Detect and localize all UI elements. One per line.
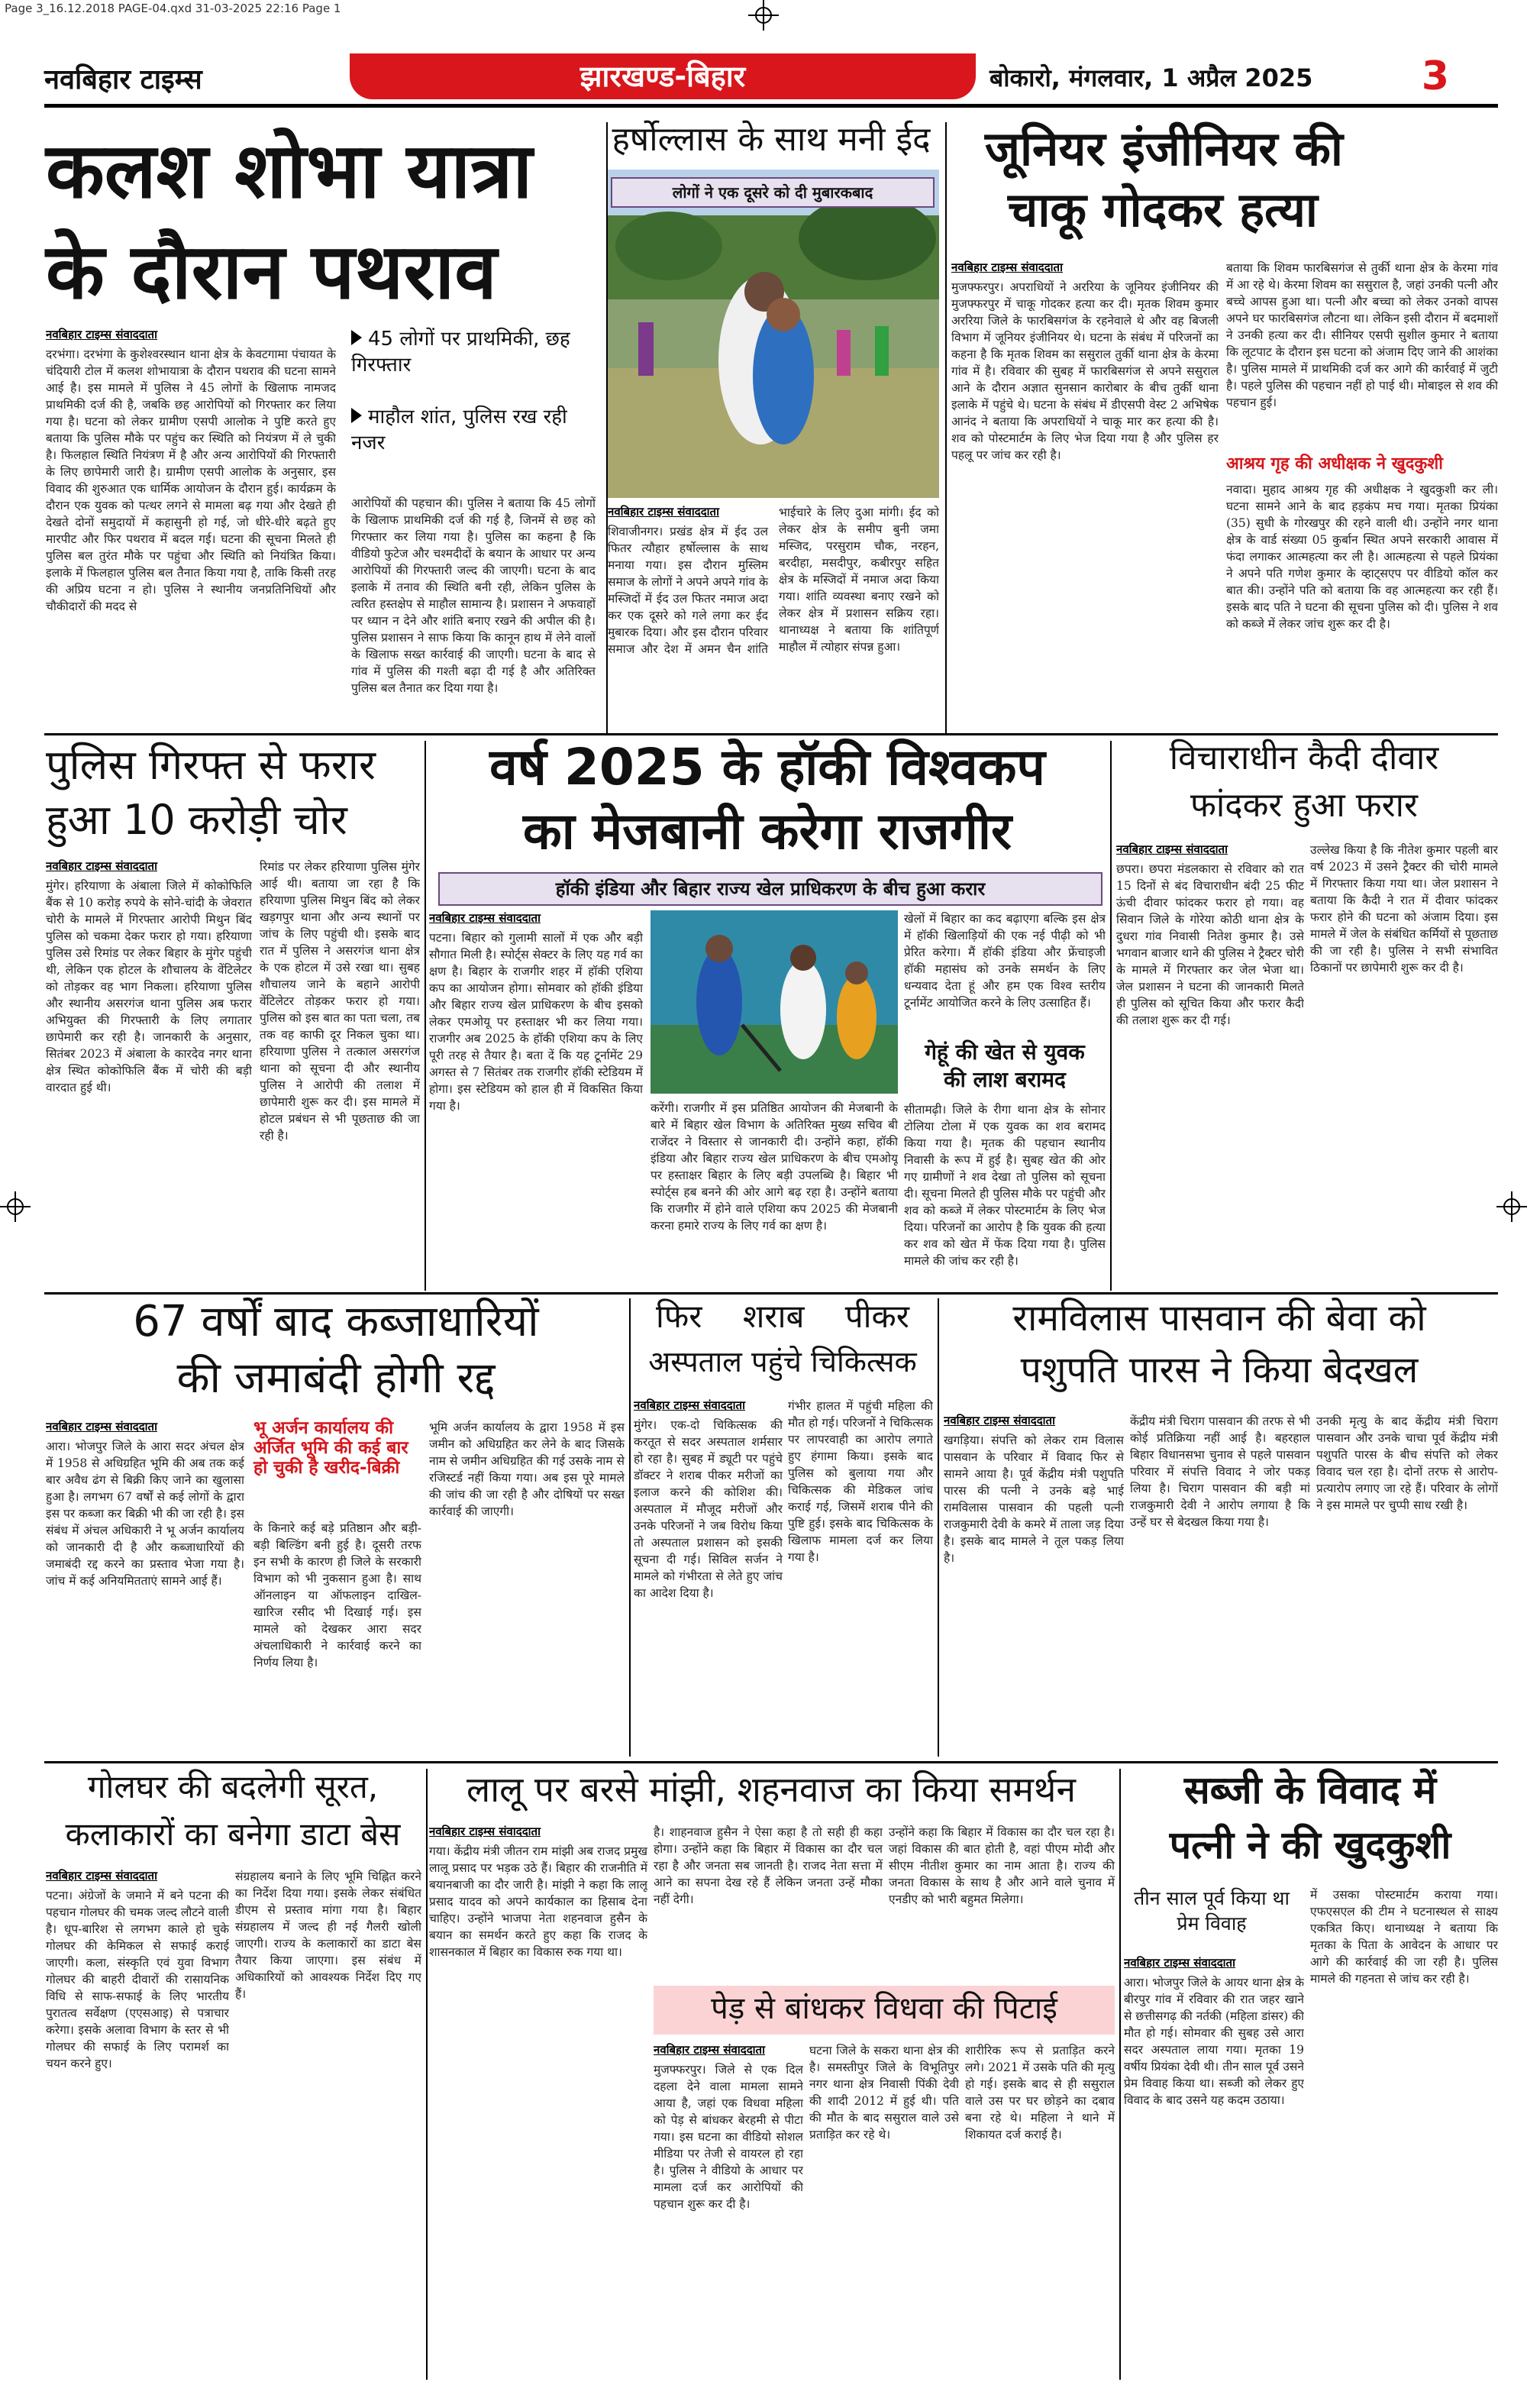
jamabandi-red-heading: भू अर्जन कार्यालय की अर्जित भूमि की कई बार हो चुकी है खरीद-बिक्री — [253, 1418, 408, 1478]
column-rule — [426, 1769, 428, 2380]
registration-mark-icon — [748, 0, 779, 31]
golghar-headline-1: गोलघर की बदलेगी सूरत, — [87, 1768, 379, 1805]
hockey-body-1 — [429, 910, 643, 1286]
widow-headline: पेड़ से बांधकर विधवा की पिटाई — [711, 1991, 1057, 2026]
ramvilas-byline: नवबिहार टाइम्स संवाददाता — [944, 1414, 1055, 1427]
registration-mark-icon — [1496, 1191, 1527, 1222]
hockey-text-3: खेलों में बिहार का कद बढ़ाएगा बल्कि इस क्षेत्र में हॉकी खिलाड़ियों की एक नई पीढ़ी को भी प्रेरित करेगा। मैं हॉकी इंडिया और फ्रेंचाइजी हॉकी महासंघ को उनके समर्थन के लिए धन्यवाद देता हूं और हम एक विश्व स्तरीय टूर्नामेंट आयोजित करने के लिए उत्साहित हैं। — [904, 912, 1106, 1010]
golghar-body-2 — [235, 1868, 421, 2372]
chor-body-2 — [260, 858, 420, 1286]
sharab-body-1 — [634, 1398, 783, 1755]
hockey-pill: हॉकी इंडिया और बिहार राज्य खेल प्राधिकरण के बीच हुआ करार — [438, 872, 1102, 906]
hockey-body-3 — [904, 910, 1106, 1040]
kalash-point-1 — [351, 327, 596, 379]
section-label: झारखण्ड-बिहार — [579, 60, 746, 93]
lalu-text-1: गया। केंद्रीय मंत्री जीतन राम मांझी अब राजद प्रमुख लालू प्रसाद पर भड़क उठे हैं। बिहार की राजनीति में बयानबाजी का दौर जारी है। मांझी ने कहा कि लालू प्रसाद यादव को अपने कार्यकाल का हिसाब देना चाहिए। उन्होंने भाजपा नेता शहनवाज हुसैन के बयान का समर्थन करते हुए कहा कि राजद के शासनकाल में बिहार का विकास रुक गया था। — [429, 1844, 647, 1960]
sabji-body-1 — [1124, 1955, 1304, 2372]
chor-text-1: मुंगेर। हरियाणा के अंबाला जिले में कोकोफिलि बैंक से 10 करोड़ रुपये के सोने-चांदी के जेवरात चोरी के मामले में गिरफ्तार आरोपी मिथुन बिंद पुलिस को चकमा देकर फरार हो गया। हरियाणा पुलिस उसे रिमांड पर लेकर बिहार के मुंगेर पहुंची थी, लेकिन एक होटल के शौचालय के वेंटिलेटर को तोड़कर वह भाग निकला। हरियाणा पुलिस और स्थानीय असरगंज थाना पुलिस अब फरार अभियुक्त की गिरफ्तारी के लिए लगातार छापेमारी कर रही है। जानकारी के अनुसार, सितंबर 2023 में अंबाला के कारदेव नगर थाना क्षेत्र स्थित कोकोफिलि बैंक में चोरी की बड़ी वारदात हुई थी। — [46, 879, 252, 1095]
ramvilas-text-1: खगड़िया। संपत्ति को लेकर राम विलास पासवान के परिवार में विवाद फिर से सामने आया है। पूर्व केंद्रीय मंत्री पशुपति पारस की पत्नी ने उनके बड़े भाई रामविलास पासवान की पहली पत्नी राजकुमारी देवी के कमरे में ताला जड़ दिया है। इसके बाद मामले ने तूल पकड़ लिया है। — [944, 1433, 1124, 1566]
sharab-text-1: मुंगेर। एक-दो चिकित्सक की करतूत से सदर अस्पताल शर्मसार हो रहा है। सुबह में ड्यूटी पर पहुंचे डॉक्टर ने शराब पीकर मरीजों का इलाज करने की कोशिश की। अस्पताल में मौजूद मरीजों और उनके परिजनों ने जब विरोध किया तो अस्पताल प्रशासन को इसकी सूचना दी गई। सिविल सर्जन ने मामले को गंभीरता से लेते हुए जांच का आदेश दिया है। — [634, 1418, 783, 1601]
kalash-headline-1: कलश शोभा यात्रा — [46, 126, 533, 215]
row-rule — [44, 1761, 1498, 1763]
masthead-rule — [44, 104, 1498, 108]
jamabandi-body-3 — [429, 1419, 625, 1755]
chor-body-1 — [46, 858, 252, 1286]
vichar-byline: नवबिहार टाइम्स संवाददाता — [1116, 842, 1228, 856]
hockey-text-2: करेंगी। राजगीर में इस प्रतिष्ठित आयोजन की मेजबानी के बारे में बिहार खेल विभाग के अतिरिक्त मुख्य सचिव बी राजेंदर ने विस्तार से जानकारी दी। उन्होंने कहा, हॉकी इंडिया और बिहार राज्य खेल प्राधिकरण के बीच एमओयू पर हस्ताक्षर बिहार के लिए बड़ी उपलब्धि है। बिहार भी स्पोर्ट्स हब बनने की ओर आगे बढ़ रहा है। उन्होंने बताया कि राजगीर में होने वाले एशिया कप 2025 की मेजबानी करना हमारे राज्य के लिए गर्व का क्षण है। — [651, 1101, 898, 1233]
column-rule — [425, 741, 426, 1291]
sharab-body-2 — [788, 1398, 933, 1755]
kalash-point-2 — [351, 405, 596, 457]
chor-headline-2: हुआ 10 करोड़ी चोर — [46, 796, 347, 844]
widow-body-1 — [654, 2042, 803, 2372]
hockey-headline-2: का मेजबानी करेगा राजगीर — [523, 802, 1012, 861]
ashram-text: नवादा। मुहाद आश्रय गृह की अधीक्षक ने खुदकुशी कर ली। घटना सामने आने के बाद हड़कंप मच गया। मृतका प्रियंका (35) सुधी के गोरखपुर की रहने वाली थी। उन्होंने नगर थाना क्षेत्र के वार्ड संख्या 05 कुर्बान स्थित अपने सरकारी आवास में फंदा लगाकर आत्महत्या कर ली है। आत्महत्या से पहले प्रियंका ने अपने पति गणेश कुमार के व्हाट्सएप पर वीडियो कॉल कर बात की। उन्होंने पति को बताया कि वह आत्महत्या कर रही हैं। इसके बाद पति ने घटना की सूचना पुलिस को दी। पुलिस ने शव को कब्जे में लेकर जांच शुरू कर दी है। — [1226, 483, 1498, 631]
sabji-body-2 — [1310, 1886, 1498, 2372]
chor-byline: नवबिहार टाइम्स संवाददाता — [46, 859, 157, 873]
kalash-body-2 — [351, 495, 596, 724]
sharab-headline-2: अस्पताल पहुंचे चिकित्सक — [648, 1345, 917, 1379]
hockey-headline-1: वर्ष 2025 के हॉकी विश्वकप — [489, 738, 1045, 797]
kalash-text-1: दरभंगा। दरभंगा के कुशेश्वरस्थान थाना क्षेत्र के केवटगामा पंचायत के चंदियारी टोल में कलश शोभायात्रा के दौरान पथराव की घटना सामने आई है। इस मामले में पुलिस ने 45 लोगों के खिलाफ नामजद प्राथमिकी दर्ज की है, जबकि छह आरोपियों को गिरफ्तार कर लिया गया है। घटना को लेकर ग्रामीण एसपी आलोक ने पुष्टि करते हुए बताया कि पुलिस मौके पर पहुंच कर स्थिति को नियंत्रण में ले चुकी है। फिलहाल स्थिति नियंत्रण में है और अन्य आरोपियों की गिरफ्तारी के लिए छापेमारी जारी है। ग्रामीण एसपी आलोक के अनुसार, इस विवाद की शुरुआत एक धार्मिक आयोजन के दौरान हुई। कार्यक्रम के दौरान एक युवक को पत्थर लगने से मामला बढ़ गया और देखते ही देखते दोनों समुदायों में कहासुनी हो गई, जो धीरे-धीरे बढ़ते हुए मारपीट और फिर पथराव में बदल गई। घटना की सूचना मिलते ही पुलिस बल तुरंत मौके पर पहुंचा और स्थिति को नियंत्रित किया। इलाके में फिलहाल पुलिस बल तैनात किया गया है, ताकि किसी तरह की अप्रिय घटना न हो। पुलिस ने स्थानीय जनप्रतिनिधियों और चौकीदारों की मदद से — [46, 347, 336, 614]
chor-headline-1: पुलिस गिरफ्त से फरार — [46, 741, 376, 789]
wheat-text: सीतामढ़ी। जिले के रीगा थाना क्षेत्र के सोनार टोलिया टोला में एक युवक का शव बरामद किया गया है। मृतक की पहचान स्थानीय निवासी के रूप में हुई है। सुबह खेत की ओर गए ग्रामीणों ने शव देखा तो पुलिस को सूचना दी। सूचना मिलते ही पुलिस मौके पर पहुंची और शव को कब्जे में लेकर पोस्टमार्टम के लिए भेज दिया। परिजनों का आरोप है कि युवक की हत्या कर शव को खेत में फेंक दिया गया है। पुलिस मामले की जांच कर रही है। — [904, 1103, 1106, 1268]
widow-body-2 — [809, 2042, 959, 2372]
jamabandi-text-3: भूमि अर्जन कार्यालय के द्वारा 1958 में इस जमीन को अधिग्रहित कर लेने के बाद जिसके नाम से जमीन अधिग्रहित की गई उसके नाम से रजिस्टर्ड नहीं किया गया। अब इस पूरे मामले की जांच की जा रही है और दोषियों पर सख्त कार्रवाई की जाएगी। — [429, 1421, 625, 1518]
widow-text-1: मुजफ्फरपुर। जिले से एक दिल दहला देने वाला मामला सामने आया है, जहां एक विधवा महिला को पेड़ से बांधकर बेरहमी से पीटा गया। इस घटना का वीडियो सोशल मीडिया पर तेजी से वायरल हो रहा है। पुलिस ने वीडियो के आधार पर मामला दर्ज कर आरोपियों की पहचान शुरू कर दी है। — [654, 2063, 803, 2212]
file-meta-line: Page 3_16.12.2018 PAGE-04.qxd 31-03-2025 22:16 Page 1 — [5, 2, 341, 15]
column-rule — [945, 122, 947, 733]
ashram-headline: आश्रय गृह की अधीक्षक ने खुदकुशी — [1226, 454, 1443, 474]
hockey-body-2 — [651, 1100, 898, 1286]
kalash-body-1 — [46, 327, 336, 724]
eid-byline: नवबिहार टाइम्स संवाददाता — [608, 505, 719, 519]
vichar-body-2 — [1310, 842, 1498, 1286]
sabji-text-1: आरा। भोजपुर जिले के आयर थाना क्षेत्र के बीरपुर गांव में रविवार की रात जहर खाने से छत्तीसगढ़ की नर्तकी (महिला डांसर) की मौत हो गई। सोमवार की सुबह उसे आरा सदर अस्पताल लाया गया। मृतका 19 वर्षीय प्रियंका देवी थी। तीन साल पूर्व उसने प्रेम विवाह किया था। सब्जी को लेकर हुए विवाद के बाद उसने यह कदम उठाया। — [1124, 1976, 1304, 2108]
column-rule — [629, 1298, 631, 1757]
row-rule — [44, 733, 1498, 735]
jamabandi-headline-1: 67 वर्षों बाद कब्जाधारियों — [133, 1297, 539, 1346]
kalash-point-1-text: 45 लोगों पर प्राथमिकी, छह गिरफ्तार — [351, 328, 570, 377]
vichar-body-1 — [1116, 842, 1304, 1286]
jamabandi-text-2: के किनारे कई बड़े प्रतिष्ठान और बड़ी-बड़ी बिल्डिंग बनी हुई है। दूसरी तरफ इन सभी के कारण ही जिले के सरकारी विभाग को भी नुकसान हुआ है। साथ ऑनलाइन या ऑफलाइन दाखिल-खारिज रसीद भी दिखाई गई। इस मामले को देखकर आरा सदर अंचलाधिकारी ने कार्रवाई करने का निर्णय लिया है। — [253, 1521, 421, 1669]
ashram-body — [1226, 481, 1498, 727]
lalu-text-2: है। शाहनवाज हुसैन ने ऐसा कहा है तो सही ही कहा होगा। उन्होंने कहा कि बिहार में विकास का दौर चल रहा है और जनता सब जानती है। राजद नेता सत्ता में आने का सपना देख रहे हैं लेकिन जनता उन्हें मौका नहीं देगी। — [654, 1825, 883, 1906]
sabji-text-2: में उसका पोस्टमार्टम कराया गया। एफएसएल की टीम ने घटनास्थल से साक्ष्य एकत्रित किए। थानाध्यक्ष ने बताया कि मृतका के पिता के आवेदन के आधार पर आगे की कार्रवाई की जा रही है। पुलिस मामले की गहनता से जांच कर रही है। — [1310, 1888, 1498, 1986]
column-rule — [1110, 741, 1112, 1291]
jamabandi-text-1: आरा। भोजपुर जिले के आरा सदर अंचल क्षेत्र में 1958 से अधिग्रहित भूमि की अब तक कई बार अवैध ढंग से बिक्री किए जाने का खुलासा हुआ है। लगभग 67 वर्षों से कई लोगों के द्वारा इस पर कब्जा कर बिक्री भी की जा रही है। इस संबंध में अंचल अधिकारी ने भू अर्जन कार्यालय को जानकारी दी है और कब्जाधारियों की जमाबंदी रद्द करने का प्रस्ताव भेजा गया है। जांच में कई अनियमितताएं सामने आई हैं। — [46, 1440, 244, 1589]
engineer-byline: नवबिहार टाइम्स संवाददाता — [951, 260, 1063, 274]
jamabandi-body-1 — [46, 1419, 244, 1755]
ramvilas-headline-1: रामविलास पासवान की बेवा को — [1012, 1297, 1426, 1340]
ramvilas-body-3 — [1316, 1413, 1498, 1755]
lalu-headline: लालू पर बरसे मांझी, शहनवाज का किया समर्थन — [466, 1769, 1076, 1810]
jamabandi-body-2 — [253, 1520, 421, 1755]
hockey-byline: नवबिहार टाइम्स संवाददाता — [429, 911, 541, 925]
row-rule — [44, 1292, 1498, 1295]
sharab-byline: नवबिहार टाइम्स संवाददाता — [634, 1398, 745, 1412]
engineer-text-1: मुजफ्फरपुर। अपराधियों ने अररिया के जूनियर इंजीनियर की मुजफ्फरपुर में चाकू गोदकर हत्या कर दी। मृतक शिवम कुमार अररिया जिले के फारबिसगंज के रहनेवाले थे और वह बिजली विभाग में जूनियर इंजीनियर थे। घटना के संबंध में परिजनों का कहना है कि मृतक शिवम का ससुराल तुर्की थाना क्षेत्र के केरमा गांव में है। रविवार की सुबह में फारबिसगंज से अपने ससुराल आने के दौरान अज्ञात सुनसान कारोबार के बीच तुर्की थाना इलाके में पहुंचे थे। घटना के संबंध में डीएसपी वेस्ट 2 अभिषेक आनंद ने बताया कि अपराधियों ने चाकू मार कर हत्या की है। शव को पोस्टमार्टम के लिए भेज दिया गया है और पुलिस हर पहलू पर जांच कर रही है। — [951, 280, 1219, 463]
vichar-text-1: छपरा। छपरा मंडलकारा से रविवार को रात 15 दिनों से बंद विचाराधीन बंदी 25 फीट ऊंची दीवार फांदकर फरार हो गया। वह सिवान जिले के गोरेया कोठी थाना क्षेत्र के दुधरा गांव निवासी नितेश कुमार है। उसे भगवान बाजार थाने की पुलिस ने ट्रैक्टर चोरी के मामले में गिरफ्तार कर जेल भेजा था। जेल प्रशासन ने घटना की जानकारी मिलते ही पुलिस को सूचित किया और फरार कैदी की तलाश शुरू कर दी गई। — [1116, 862, 1304, 1028]
sabji-sub: तीन साल पूर्व किया था प्रेम विवाह — [1134, 1887, 1290, 1934]
kalash-text-2: आरोपियों की पहचान की। पुलिस ने बताया कि 45 लोगों के खिलाफ प्राथमिकी दर्ज की गई है, जिनमें से छह को गिरफ्तार कर लिया गया है। पुलिस का कहना है कि वीडियो फुटेज और चश्मदीदों के बयान के आधार पर अन्य आरोपियों की गिरफ्तारी जल्द की जाएगी। घटना के बाद इलाके में तनाव की स्थिति बनी रही, लेकिन पुलिस के त्वरित हस्तक्षेप से माहौल सामान्य है। प्रशासन ने अफवाहों पर ध्यान न देने और शांति बनाए रखने की अपील की है। पुलिस प्रशासन ने साफ किया कि कानून हाथ में लेने वालों के खिलाफ सख्त कार्रवाई की जाएगी। घटना के बाद से गांव में पुलिस की गश्ती बढ़ा दी गई है और अतिरिक्त पुलिस बल तैनात कर दिया गया है। — [351, 496, 596, 695]
lalu-byline: नवबिहार टाइम्स संवाददाता — [429, 1825, 541, 1838]
eid-headline: हर्षोल्लास के साथ मनी ईद — [612, 120, 931, 159]
vichar-text-2: उल्लेख किया है कि नीतेश कुमार पहली बार वर्ष 2023 में उसने ट्रैक्टर की चोरी मामले में गिरफ्तार किया गया था। जेल प्रशासन ने बताया कि कैदी ने रात में दीवार फांदकर फरार होने की घटना को अंजाम दिया। इस मामले में जेल के संबंधित कर्मियों से पूछताछ की जा रही है। पुलिस ने सभी संभावित ठिकानों पर छापेमारी शुरू कर दी है। — [1310, 843, 1498, 975]
engineer-body-1 — [951, 260, 1219, 727]
eid-photo-caption: लोगों ने एक दूसरे को दी मुबारकबाद — [611, 177, 935, 208]
lalu-body-1 — [429, 1824, 647, 2372]
golghar-body-1 — [46, 1868, 229, 2372]
ramvilas-text-2: केंद्रीय मंत्री चिराग पासवान की तरफ से भी कोई प्रतिक्रिया नहीं आई है। बहरहाल बिहार विधानसभा चुनाव से पहले पासवान परिवार में संपत्ति विवाद ने जोर पकड़ लिया है। चिराग पासवान की बड़ी मां राजकुमारी देवी ने आरोप लगाया है कि उन्हें घर से बेदखल किया गया है। — [1130, 1414, 1310, 1529]
widow-text-2: घटना जिले के सकरा थाना क्षेत्र की है। समस्तीपुर जिले के विभूतिपुर नगर थाना क्षेत्र निवासी पिंकी देवी की शादी 2012 में हुई थी। पति की मौत के बाद ससुराल वाले उसे प्रताड़ित कर रहे थे। — [809, 2044, 959, 2141]
wheat-headline-2: की लाश बरामद — [944, 1067, 1066, 1092]
golghar-text-1: पटना। अंग्रेजों के जमाने में बने पटना की पहचान गोलघर की चमक जल्द लौटने वाली है। धूप-बारिश से लगभग काले हो चुके गोलघर की केमिकल से सफाई कराई जाएगी। कला, संस्कृति एवं युवा विभाग गोलघर की बाहरी दीवारों की रासायनिक विधि से साफ-सफाई के लिए भारतीय पुरातत्व सर्वेक्षण (एएसआइ) से पत्राचार करेगा। इसके अलावा विभाग के स्तर से भी गोलघर की सफाई के लिए परामर्श का चयन करने हुए। — [46, 1889, 229, 2071]
engineer-headline-1: जूनियर इंजीनियर की — [985, 121, 1343, 176]
column-rule — [938, 1298, 939, 1757]
engineer-text-2: बताया कि शिवम फारबिसगंज से तुर्की थाना क्षेत्र के केरमा गांव में आ रहे थे। केरमा शिवम का ससुराल है, जहां उनकी पत्नी और बच्चे आपस हुआ था। पत्नी और बच्चा को लेकर उनको वापस अपने घर फारबिसगंज लौटना था। लेकिन इसी दौरान में बदमाशों ने उनकी हत्या कर दी। सीनियर एसपी सुशील कुमार ने बताया कि लूटपाट के दौरान इस घटना को अंजाम दिए जाने की आशंका है। पुलिस मामले में प्राथमिकी दर्ज कर आगे की कार्रवाई में जुटी है। पहले पुलिस की पहचान नहीं हो पाई थी। मोबाइल से शव की पहचान हुई। — [1226, 261, 1498, 409]
wheat-headline-1: गेहूं की खेत से युवक — [925, 1039, 1085, 1065]
golghar-headline-2: कलाकारों का बनेगा डाटा बेस — [65, 1815, 401, 1853]
dateline: बोकारो, मंगलवार, 1 अप्रैल 2025 — [989, 63, 1313, 92]
ramvilas-body-2 — [1130, 1413, 1310, 1755]
hockey-photo — [651, 910, 898, 1094]
widow-body-3 — [965, 2042, 1115, 2372]
triangle-bullet-icon — [351, 330, 362, 345]
sabji-byline: नवबिहार टाइम्स संवाददाता — [1124, 1956, 1235, 1970]
ramvilas-headline-2: पशुपति पारस ने किया बेदखल — [1020, 1349, 1419, 1391]
hockey-text-1: पटना। बिहार को गुलामी सालों में एक और बड़ी सौगात मिली है। स्पोर्ट्स सेक्टर के लिए यह गर्व का क्षण है। बिहार के राजगीर शहर में हॉकी एशिया कप का आयोजन होगा। सोमवार को हॉकी इंडिया और बिहार राज्य खेल प्राधिकरण के बीच इसको लेकर एमओयू पर हस्ताक्षर भी कर लिया गया। राजगीर अब 2025 के हॉकी एशिया कप के लिए पूरी तरह से तैयार है। बता दें कि यह टूर्नामेंट 29 अगस्त से 7 सितंबर तक राजगीर हॉकी स्टेडियम में होगा। इस स्टेडियम को हाल ही में विकसित किया गया है। — [429, 931, 643, 1113]
sabji-headline-2: पत्नी ने की खुदकुशी — [1169, 1823, 1451, 1867]
column-rule — [1119, 1769, 1121, 2380]
registration-mark-icon — [0, 1191, 31, 1222]
widow-headline-box — [654, 1986, 1115, 2035]
eid-photo — [608, 170, 939, 498]
section-banner — [350, 53, 976, 99]
jamabandi-headline-2: की जमाबंदी होगी रद्द — [176, 1353, 496, 1403]
lalu-body-3 — [889, 1824, 1115, 1981]
kalash-point-2-text: माहौल शांत, पुलिस रख रही नजर — [351, 406, 567, 454]
vichar-headline-1: विचाराधीन कैदी दीवार — [1169, 739, 1439, 777]
eid-body — [608, 504, 939, 726]
masthead — [44, 53, 1498, 105]
kalash-headline-2: के दौरान पथराव — [46, 227, 497, 316]
jamabandi-byline: नवबिहार टाइम्स संवाददाता — [46, 1420, 157, 1433]
kalash-byline: नवबिहार टाइम्स संवाददाता — [46, 328, 157, 341]
eid-text: शिवाजीनगर। प्रखंड क्षेत्र में ईद उल फितर त्यौहार हर्षोल्लास के साथ मनाया गया। इस दौरान मुस्लिम समाज के लोगों ने अपने अपने गांव के मस्जिदों में ईद उल फितर नमाज अदा कर एक दूसरे को गले लगा कर ईद मुबारक दिया। और इस दौरान परिवार समाज और देश में अमन चैन शांति भाईचारे के लिए दुआ मांगी। ईद को लेकर क्षेत्र के समीप बुनी जमा मस्जिद, परसुराम चौक, नरहन, बरदीहा, मसदीपुर, कबीरपुर सहित क्षेत्र के मस्जिदों में नमाज अदा किया गया। शांति व्यवस्था बनाए रखने को लेकर क्षेत्र में प्रशासन सक्रिय रहा। थानाध्यक्ष ने बताया कि शांतिपूर्ण माहौल में त्योहार संपन्न हुआ। — [608, 506, 939, 657]
vichar-headline-2: फांदकर हुआ फरार — [1190, 786, 1419, 825]
engineer-headline-2: चाकू गोदकर हत्या — [1008, 182, 1318, 238]
lalu-text-3: उन्होंने कहा कि बिहार में विकास का दौर चल रहा है। जहां विकास की बात होती है, वहां पीएम मोदी और सीएम नीतीश कुमार का नाम आता है। राज्य की जनता विकास के साथ है और आने वाले चुनाव में एनडीए को भारी बहुमत मिलेगा। — [889, 1825, 1115, 1906]
page-number: 3 — [1421, 53, 1450, 99]
sabji-headline-1: सब्जी के विवाद में — [1183, 1768, 1437, 1812]
widow-text-3: शारीरिक रूप से प्रताड़ित करने लगे। 2021 में उसके पति की मृत्यु हो गई। इसके बाद से ही ससुराल वाले उस पर घर छोड़ने का दबाव बना रहे थे। महिला ने थाने में शिकायत दर्ज कराई है। — [965, 2044, 1115, 2141]
engineer-body-2 — [1226, 260, 1498, 449]
golghar-text-2: संग्रहालय बनाने के लिए भूमि चिह्नित करने का निर्देश दिया गया। इसके लेकर संबंधित डीएम से प्रस्ताव मांगा गया है। बिहार संग्रहालय में जल्द ही नई गैलरी खोली जाएगी। राज्य के कलाकारों का डाटा बेस तैयार किया जाएगा। इस संबंध में अधिकारियों को आवश्यक निर्देश दिए गए हैं। — [235, 1870, 421, 2001]
sharab-text-2: गंभीर हालत में पहुंची महिला की मौत हो गई। परिजनों ने चिकित्सक पर लापरवाही का आरोप लगाते हुए हंगामा किया। इसके बाद पुलिस को बुलाया गया और चिकित्सक की मेडिकल जांच कराई गई, जिसमें शराब पीने की पुष्टि हुई। इसके बाद चिकित्सक के खिलाफ मामला दर्ज कर लिया गया है। — [788, 1399, 933, 1564]
paper-name: नवबिहार टाइम्स — [44, 63, 202, 95]
triangle-bullet-icon — [351, 408, 362, 423]
chor-text-2: रिमांड पर लेकर हरियाणा पुलिस मुंगेर आई थी। बताया जा रहा है कि हरियाणा पुलिस मिथुन बिंद को लेकर खड़गपुर थाना और अन्य स्थानों पर जांच के लिए पहुंची थी। इसके बाद रात में पुलिस ने असरगंज थाना क्षेत्र के एक होटल में उसे रखा था। सुबह शौचालय जाने के बहाने आरोपी वेंटिलेटर तोड़कर फरार हो गया। पुलिस को इस बात का पता चला, तब तक वह काफी दूर निकल चुका था। हरियाणा पुलिस ने तत्काल असरगंज थाना को सूचना दी और स्थानीय पुलिस ने आरोपी की तलाश में छापेमारी शुरू कर दी। इस मामले में होटल प्रबंधन से भी पूछताछ की जा रही है। — [260, 860, 420, 1143]
golghar-byline: नवबिहार टाइम्स संवाददाता — [46, 1869, 157, 1883]
lalu-body-2 — [654, 1824, 883, 1981]
widow-byline: नवबिहार टाइम्स संवाददाता — [654, 2043, 765, 2057]
ramvilas-body-1 — [944, 1413, 1124, 1755]
sharab-headline-1: फिर शराब पीकर — [656, 1298, 909, 1335]
ramvilas-text-3: उनकी मृत्यु के बाद केंद्रीय मंत्री चिराग पासवान और उनके चाचा पूर्व केंद्रीय मंत्री पशुपति पारस के बीच संपत्ति को लेकर विवाद चल रहा है। दोनों तरफ से आरोप-प्रत्यारोप लगाए जा रहे हैं। परिवार के लोगों ने इस मामले पर चुप्पी साध रखी है। — [1316, 1414, 1498, 1512]
wheat-body — [904, 1101, 1106, 1286]
